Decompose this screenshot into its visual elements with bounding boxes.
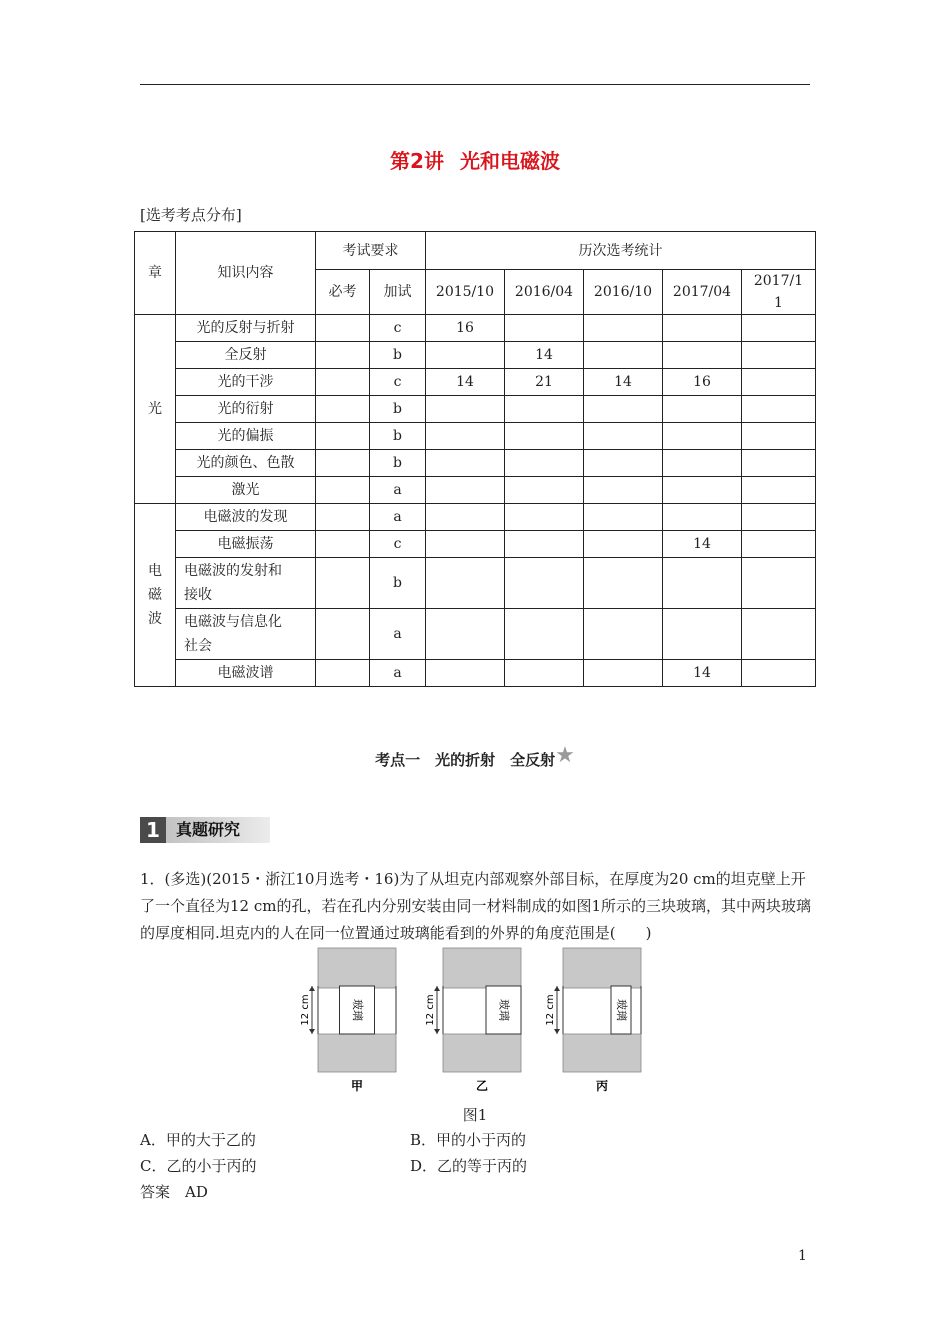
table-row <box>135 369 816 396</box>
table-row <box>135 396 816 423</box>
stat-cell <box>742 477 816 504</box>
stat-cell <box>505 396 584 423</box>
stat-cell <box>584 531 663 558</box>
stat-cell: 14 <box>663 660 742 687</box>
wall-bottom <box>318 1034 396 1072</box>
chapter-cell: 电 磁 波 <box>135 504 176 687</box>
header-rule <box>140 84 810 85</box>
header-date: 2017/1 1 <box>742 270 816 315</box>
option-d[interactable]: D．乙的等于丙的 <box>410 1157 528 1175</box>
extra-cell: a <box>370 504 426 531</box>
content-cell: 电磁波与信息化 社会 <box>176 609 316 660</box>
stat-cell <box>584 477 663 504</box>
required-cell <box>316 609 370 660</box>
chapter-cell: 光 <box>135 315 176 504</box>
option-b[interactable]: B．甲的小于丙的 <box>410 1131 527 1149</box>
extra-cell: a <box>370 477 426 504</box>
wall-top <box>443 948 521 988</box>
table-row <box>135 660 816 687</box>
content-cell: 全反射 <box>176 342 316 369</box>
stat-cell <box>426 609 505 660</box>
stat-cell <box>426 531 505 558</box>
panel-label: 丙 <box>595 1079 609 1093</box>
figure-caption: 图1 <box>462 1106 488 1124</box>
extra-cell: b <box>370 558 426 609</box>
header-content: 知识内容 <box>176 232 316 315</box>
dimension-arrow <box>554 1029 560 1034</box>
stat-cell <box>584 609 663 660</box>
extra-cell: c <box>370 369 426 396</box>
stat-cell <box>663 342 742 369</box>
content-cell: 激光 <box>176 477 316 504</box>
table-row <box>135 504 816 531</box>
dimension-arrow <box>309 986 315 991</box>
stat-cell <box>663 423 742 450</box>
table-header-row <box>135 232 816 270</box>
stat-cell <box>505 450 584 477</box>
lecture-number: 第2讲 <box>390 149 444 173</box>
stat-cell <box>663 609 742 660</box>
stat-cell: 21 <box>505 369 584 396</box>
table-row <box>135 477 816 504</box>
dimension-arrow <box>434 986 440 991</box>
content-cell: 光的偏振 <box>176 423 316 450</box>
stat-cell <box>663 396 742 423</box>
stat-cell <box>742 504 816 531</box>
stat-cell <box>663 477 742 504</box>
stat-cell <box>742 531 816 558</box>
extra-cell: b <box>370 450 426 477</box>
table-row <box>135 609 816 660</box>
answer-text: 答案 AD <box>140 1183 208 1201</box>
table-row <box>135 423 816 450</box>
required-cell <box>316 342 370 369</box>
content-cell: 光的反射与折射 <box>176 315 316 342</box>
dimension-arrow <box>309 1029 315 1034</box>
stat-cell <box>505 477 584 504</box>
stat-cell <box>584 660 663 687</box>
stat-cell <box>742 450 816 477</box>
stat-cell <box>742 660 816 687</box>
glass-label: 玻璃 <box>351 999 364 1021</box>
header-required: 必考 <box>316 270 370 315</box>
distribution-label: [选考考点分布] <box>140 206 242 224</box>
stat-cell <box>584 396 663 423</box>
required-cell <box>316 423 370 450</box>
table-row <box>135 342 816 369</box>
stat-cell <box>742 609 816 660</box>
stat-cell: 14 <box>663 531 742 558</box>
topic-heading <box>0 743 950 770</box>
extra-cell: a <box>370 660 426 687</box>
stat-cell <box>663 450 742 477</box>
stat-cell <box>426 396 505 423</box>
wall-bottom <box>563 1034 641 1072</box>
header-chapter: 章 <box>135 232 176 315</box>
wall-bottom <box>443 1034 521 1072</box>
stat-cell <box>426 450 505 477</box>
stat-cell: 14 <box>584 369 663 396</box>
stat-cell <box>584 450 663 477</box>
glass-label: 玻璃 <box>497 999 511 1021</box>
table-row <box>135 450 816 477</box>
content-cell: 光的颜色、色散 <box>176 450 316 477</box>
stat-cell <box>505 609 584 660</box>
extra-cell: c <box>370 315 426 342</box>
stat-cell: 14 <box>426 369 505 396</box>
panel-label: 甲 <box>350 1079 364 1093</box>
question-text: 1．(多选)(2015・浙江10月选考・16)为了从坦克内部观察外部目标，在厚度为20 cm的坦克壁上开了一个直径为12 cm的孔，若在孔内分别安装由同一材料制成的如图1所示的三块玻璃，其中两块玻璃的厚度相同.坦克内的人在同一位置通过玻璃能看到的外界的角度范围是( ) <box>140 870 812 942</box>
glass-diagram <box>290 940 670 1100</box>
content-cell: 电磁波的发射和 接收 <box>176 558 316 609</box>
stat-cell <box>505 660 584 687</box>
wall-top <box>563 948 641 988</box>
header-date: 2017/04 <box>663 270 742 315</box>
stat-cell <box>584 342 663 369</box>
required-cell <box>316 396 370 423</box>
header-date: 2016/10 <box>584 270 663 315</box>
stat-cell <box>505 531 584 558</box>
stat-cell <box>426 504 505 531</box>
stat-cell: 14 <box>505 342 584 369</box>
header-date: 2016/04 <box>505 270 584 315</box>
table-row <box>135 558 816 609</box>
option-c[interactable]: C．乙的小于丙的 <box>140 1157 257 1175</box>
stat-cell <box>426 342 505 369</box>
required-cell <box>316 450 370 477</box>
topic-heading-text: 考点一 光的折射 全反射 <box>375 751 556 769</box>
required-cell <box>316 315 370 342</box>
dimension-label: 12 cm <box>545 994 556 1026</box>
content-cell: 光的干涉 <box>176 369 316 396</box>
required-cell <box>316 369 370 396</box>
stat-cell <box>584 504 663 531</box>
extra-cell: b <box>370 396 426 423</box>
content-cell: 电磁波的发现 <box>176 504 316 531</box>
glass-label: 玻璃 <box>615 999 628 1021</box>
stat-cell <box>742 315 816 342</box>
option-a[interactable]: A．甲的大于乙的 <box>140 1131 256 1149</box>
page-number: 1 <box>798 1248 807 1264</box>
header-history-stats: 历次选考统计 <box>426 232 816 270</box>
table-row <box>135 315 816 342</box>
stat-cell <box>426 660 505 687</box>
stat-cell <box>663 315 742 342</box>
content-cell: 光的衍射 <box>176 396 316 423</box>
stat-cell <box>663 558 742 609</box>
stat-cell <box>742 342 816 369</box>
stat-cell <box>426 477 505 504</box>
header-date: 2015/10 <box>426 270 505 315</box>
stat-cell <box>584 423 663 450</box>
stat-cell <box>505 504 584 531</box>
extra-cell: b <box>370 342 426 369</box>
header-exam-requirement: 考试要求 <box>316 232 426 270</box>
required-cell <box>316 660 370 687</box>
dimension-label: 12 cm <box>300 994 311 1026</box>
star-icon: ★ <box>555 743 575 768</box>
stat-cell <box>505 558 584 609</box>
wall-top <box>318 948 396 988</box>
content-cell: 电磁振荡 <box>176 531 316 558</box>
stat-cell <box>742 369 816 396</box>
stat-cell <box>584 558 663 609</box>
dimension-arrow <box>434 1029 440 1034</box>
stat-cell: 16 <box>663 369 742 396</box>
required-cell <box>316 477 370 504</box>
stat-cell <box>505 423 584 450</box>
table-row <box>135 531 816 558</box>
panel-label: 乙 <box>475 1079 489 1093</box>
stat-cell <box>742 396 816 423</box>
extra-cell: c <box>370 531 426 558</box>
exam-stats-table <box>134 231 816 687</box>
stat-cell <box>663 504 742 531</box>
stat-cell <box>742 423 816 450</box>
stat-cell <box>742 558 816 609</box>
stat-cell <box>426 423 505 450</box>
extra-cell: a <box>370 609 426 660</box>
content-cell: 电磁波谱 <box>176 660 316 687</box>
required-cell <box>316 558 370 609</box>
section-banner <box>140 817 270 843</box>
required-cell <box>316 504 370 531</box>
required-cell <box>316 531 370 558</box>
section-label: 真题研究 <box>176 820 241 839</box>
stat-cell <box>505 315 584 342</box>
dimension-arrow <box>554 986 560 991</box>
stat-cell: 16 <box>426 315 505 342</box>
extra-cell: b <box>370 423 426 450</box>
lecture-name: 光和电磁波 <box>459 149 560 173</box>
figure-1 <box>290 940 670 1100</box>
dimension-label: 12 cm <box>425 994 436 1026</box>
stat-cell <box>584 315 663 342</box>
header-extra: 加试 <box>370 270 426 315</box>
page-title <box>0 145 950 174</box>
stat-cell <box>426 558 505 609</box>
section-number: 1 <box>140 817 166 843</box>
